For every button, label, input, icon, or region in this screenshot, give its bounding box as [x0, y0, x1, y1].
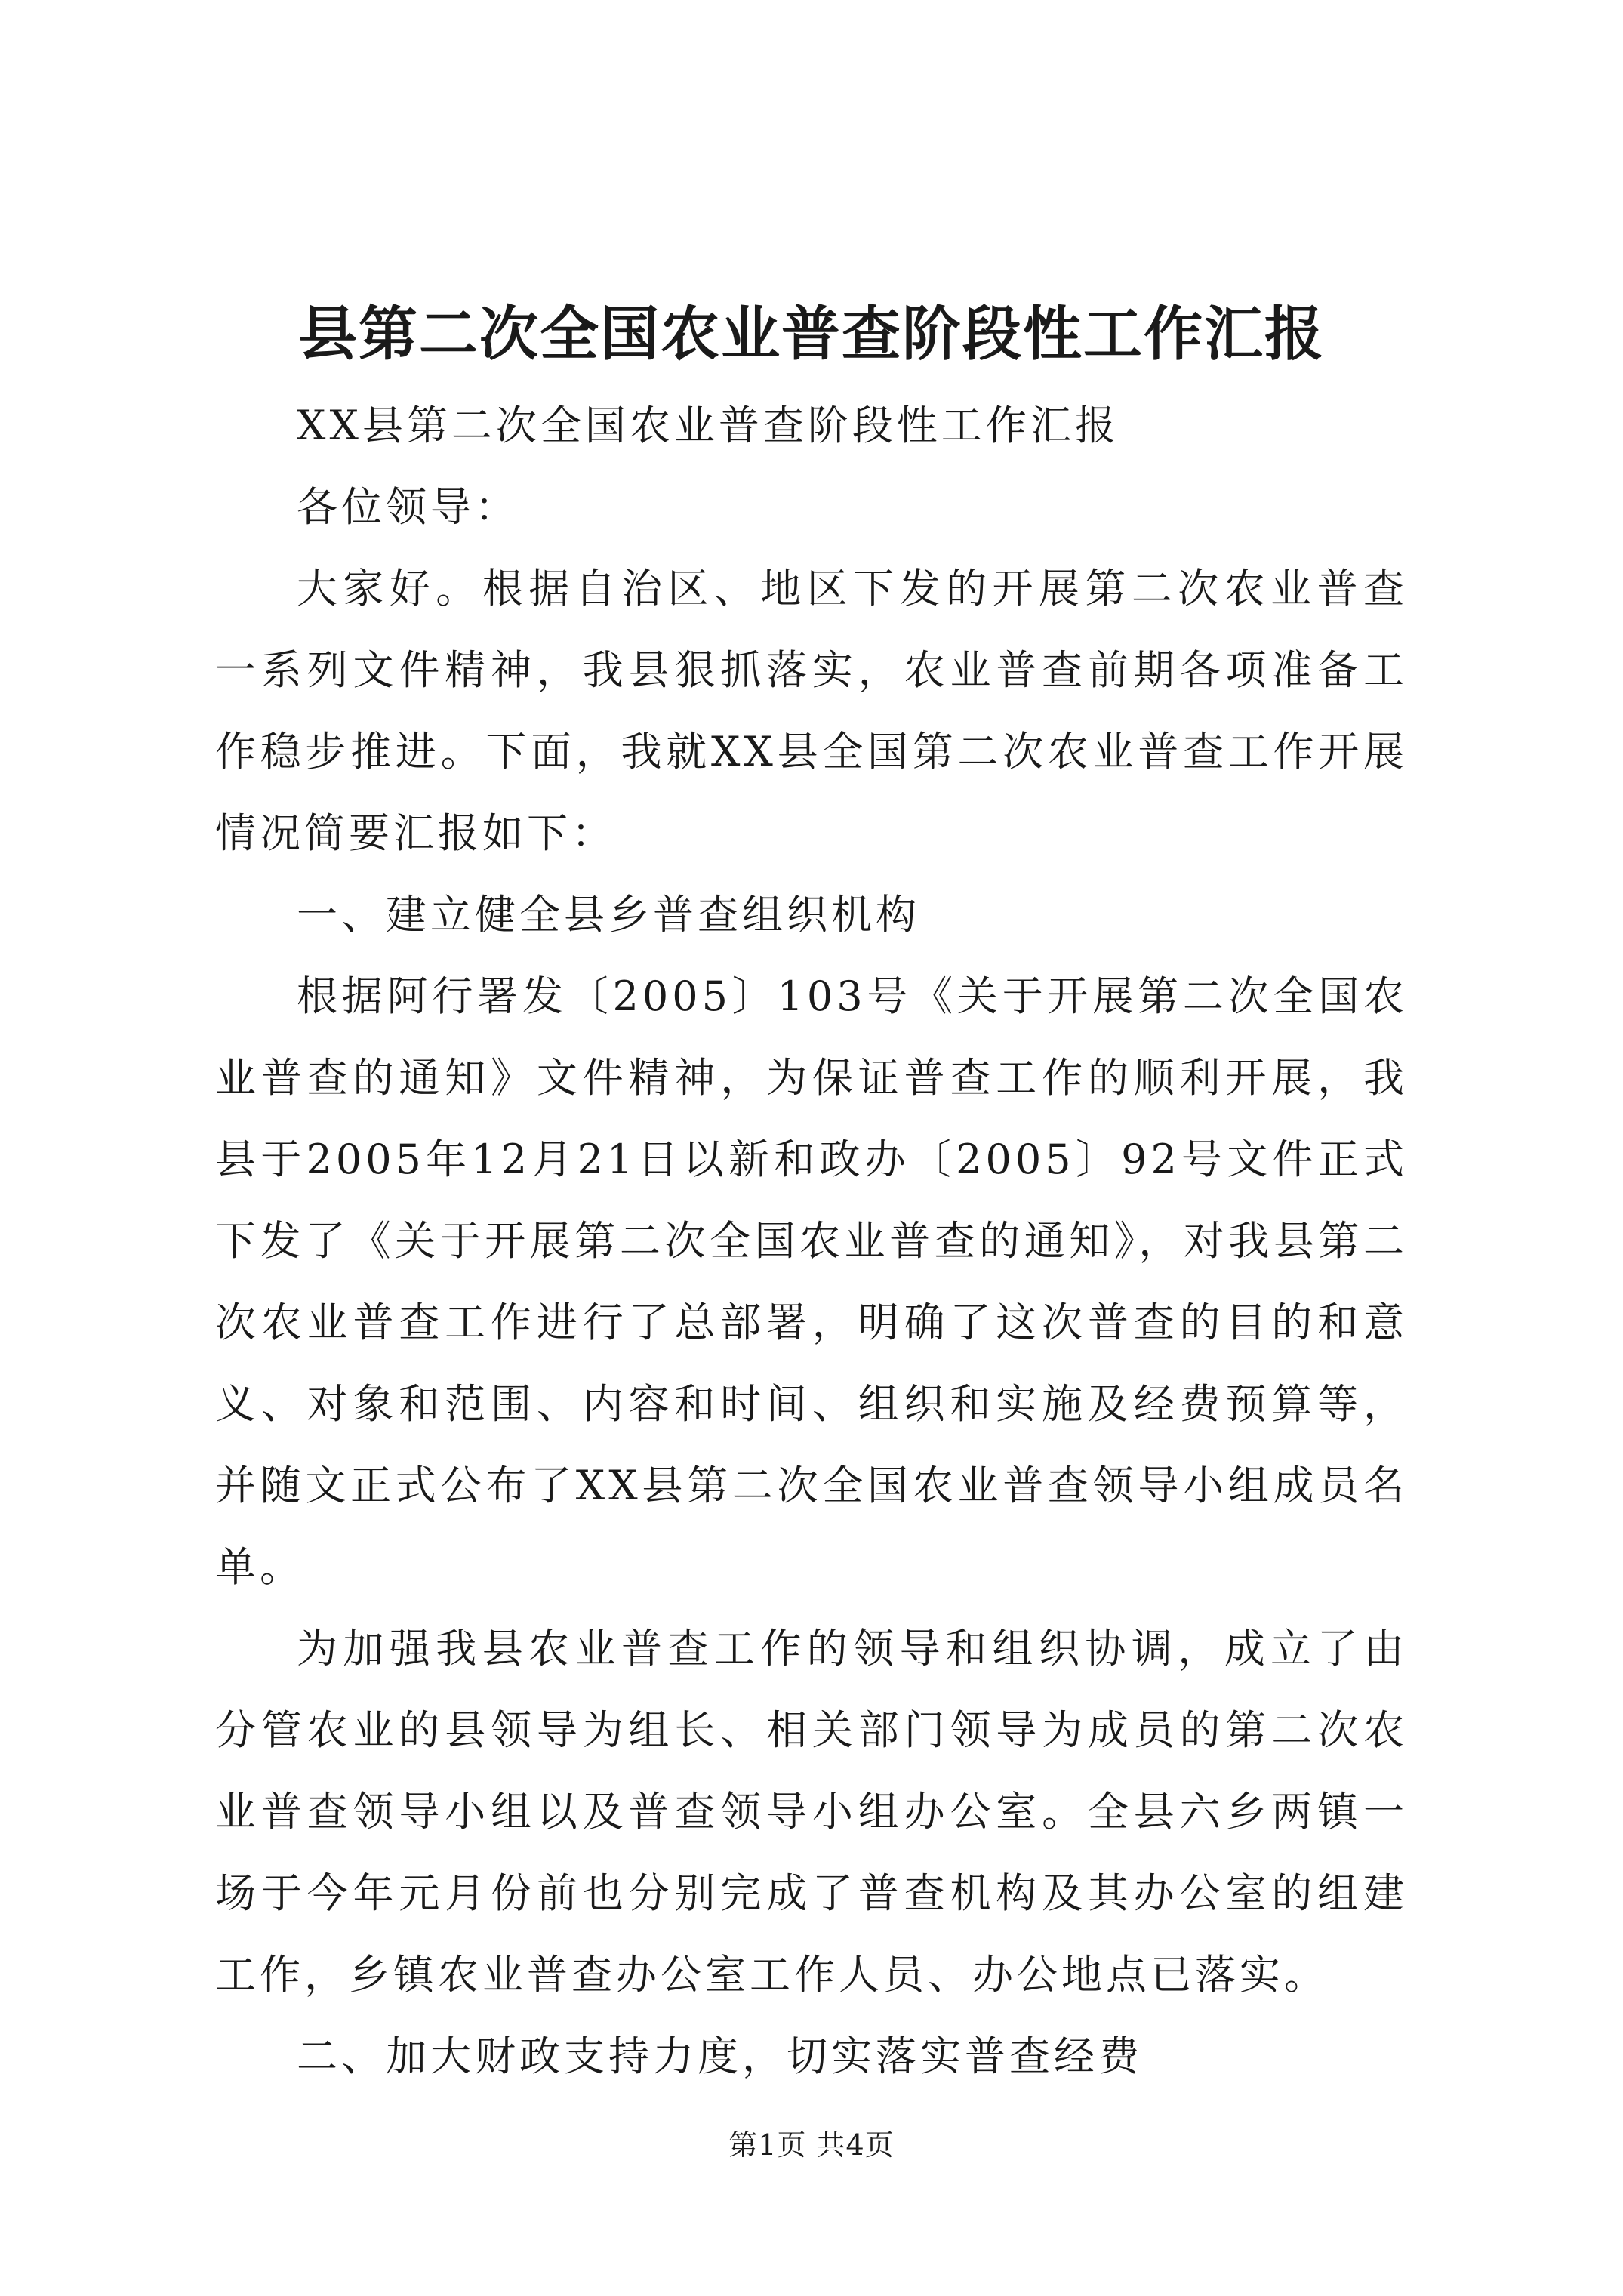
document-body: [215, 385, 1408, 2097]
intro-paragraph: 大家好。根据自治区、地区下发的开展第二次农业普查一系列文件精神，我县狠抓落实，农业普查前期各项准备工作稳步推进。下面，我就XX县全国第二次农业普查工作开展情况简要汇报如下：: [215, 565, 1408, 857]
body-paragraph: 为加强我县农业普查工作的领导和组织协调，成立了由分管农业的县领导为组长、相关部门领导为成员的第二次农业普查领导小组以及普查领导小组办公室。全县六乡两镇一场于今年元月份前也分别完成了普查机构及其办公室的组建工作，乡镇农业普查办公室工作人员、办公地点已落实。: [215, 1625, 1408, 1999]
page-number: 第1页 共4页: [728, 2128, 895, 2162]
subtitle-paragraph: XX县第二次全国农业普查阶段性工作汇报: [297, 402, 1119, 449]
body-paragraph: 根据阿行署发〔2005〕103号《关于开展第二次全国农业普查的通知》文件精神，为保证普查工作的顺利开展，我县于2005年12月21日以新和政办〔2005〕92号文件正式下发了《关于开展第二次全国农业普查的通知》，对我县第二次农业普查工作进行了总部署，明确了这次普查的目的和意义、对象和范围、内容和时间、组织和实施及经费预算等，并随文正式公布了XX县第二次全国农业普查领导小组成员名单。: [215, 972, 1408, 1591]
page-footer: [0, 2122, 1623, 2163]
section-heading-2: 二、加大财政支持力度，切实落实普查经费: [297, 2032, 1143, 2080]
document-title: 县第二次全国农业普查阶段性工作汇报: [297, 300, 1325, 368]
salutation-paragraph: 各位领导：: [297, 483, 519, 531]
section-heading-1: 一、建立健全县乡普查组织机构: [297, 891, 920, 938]
